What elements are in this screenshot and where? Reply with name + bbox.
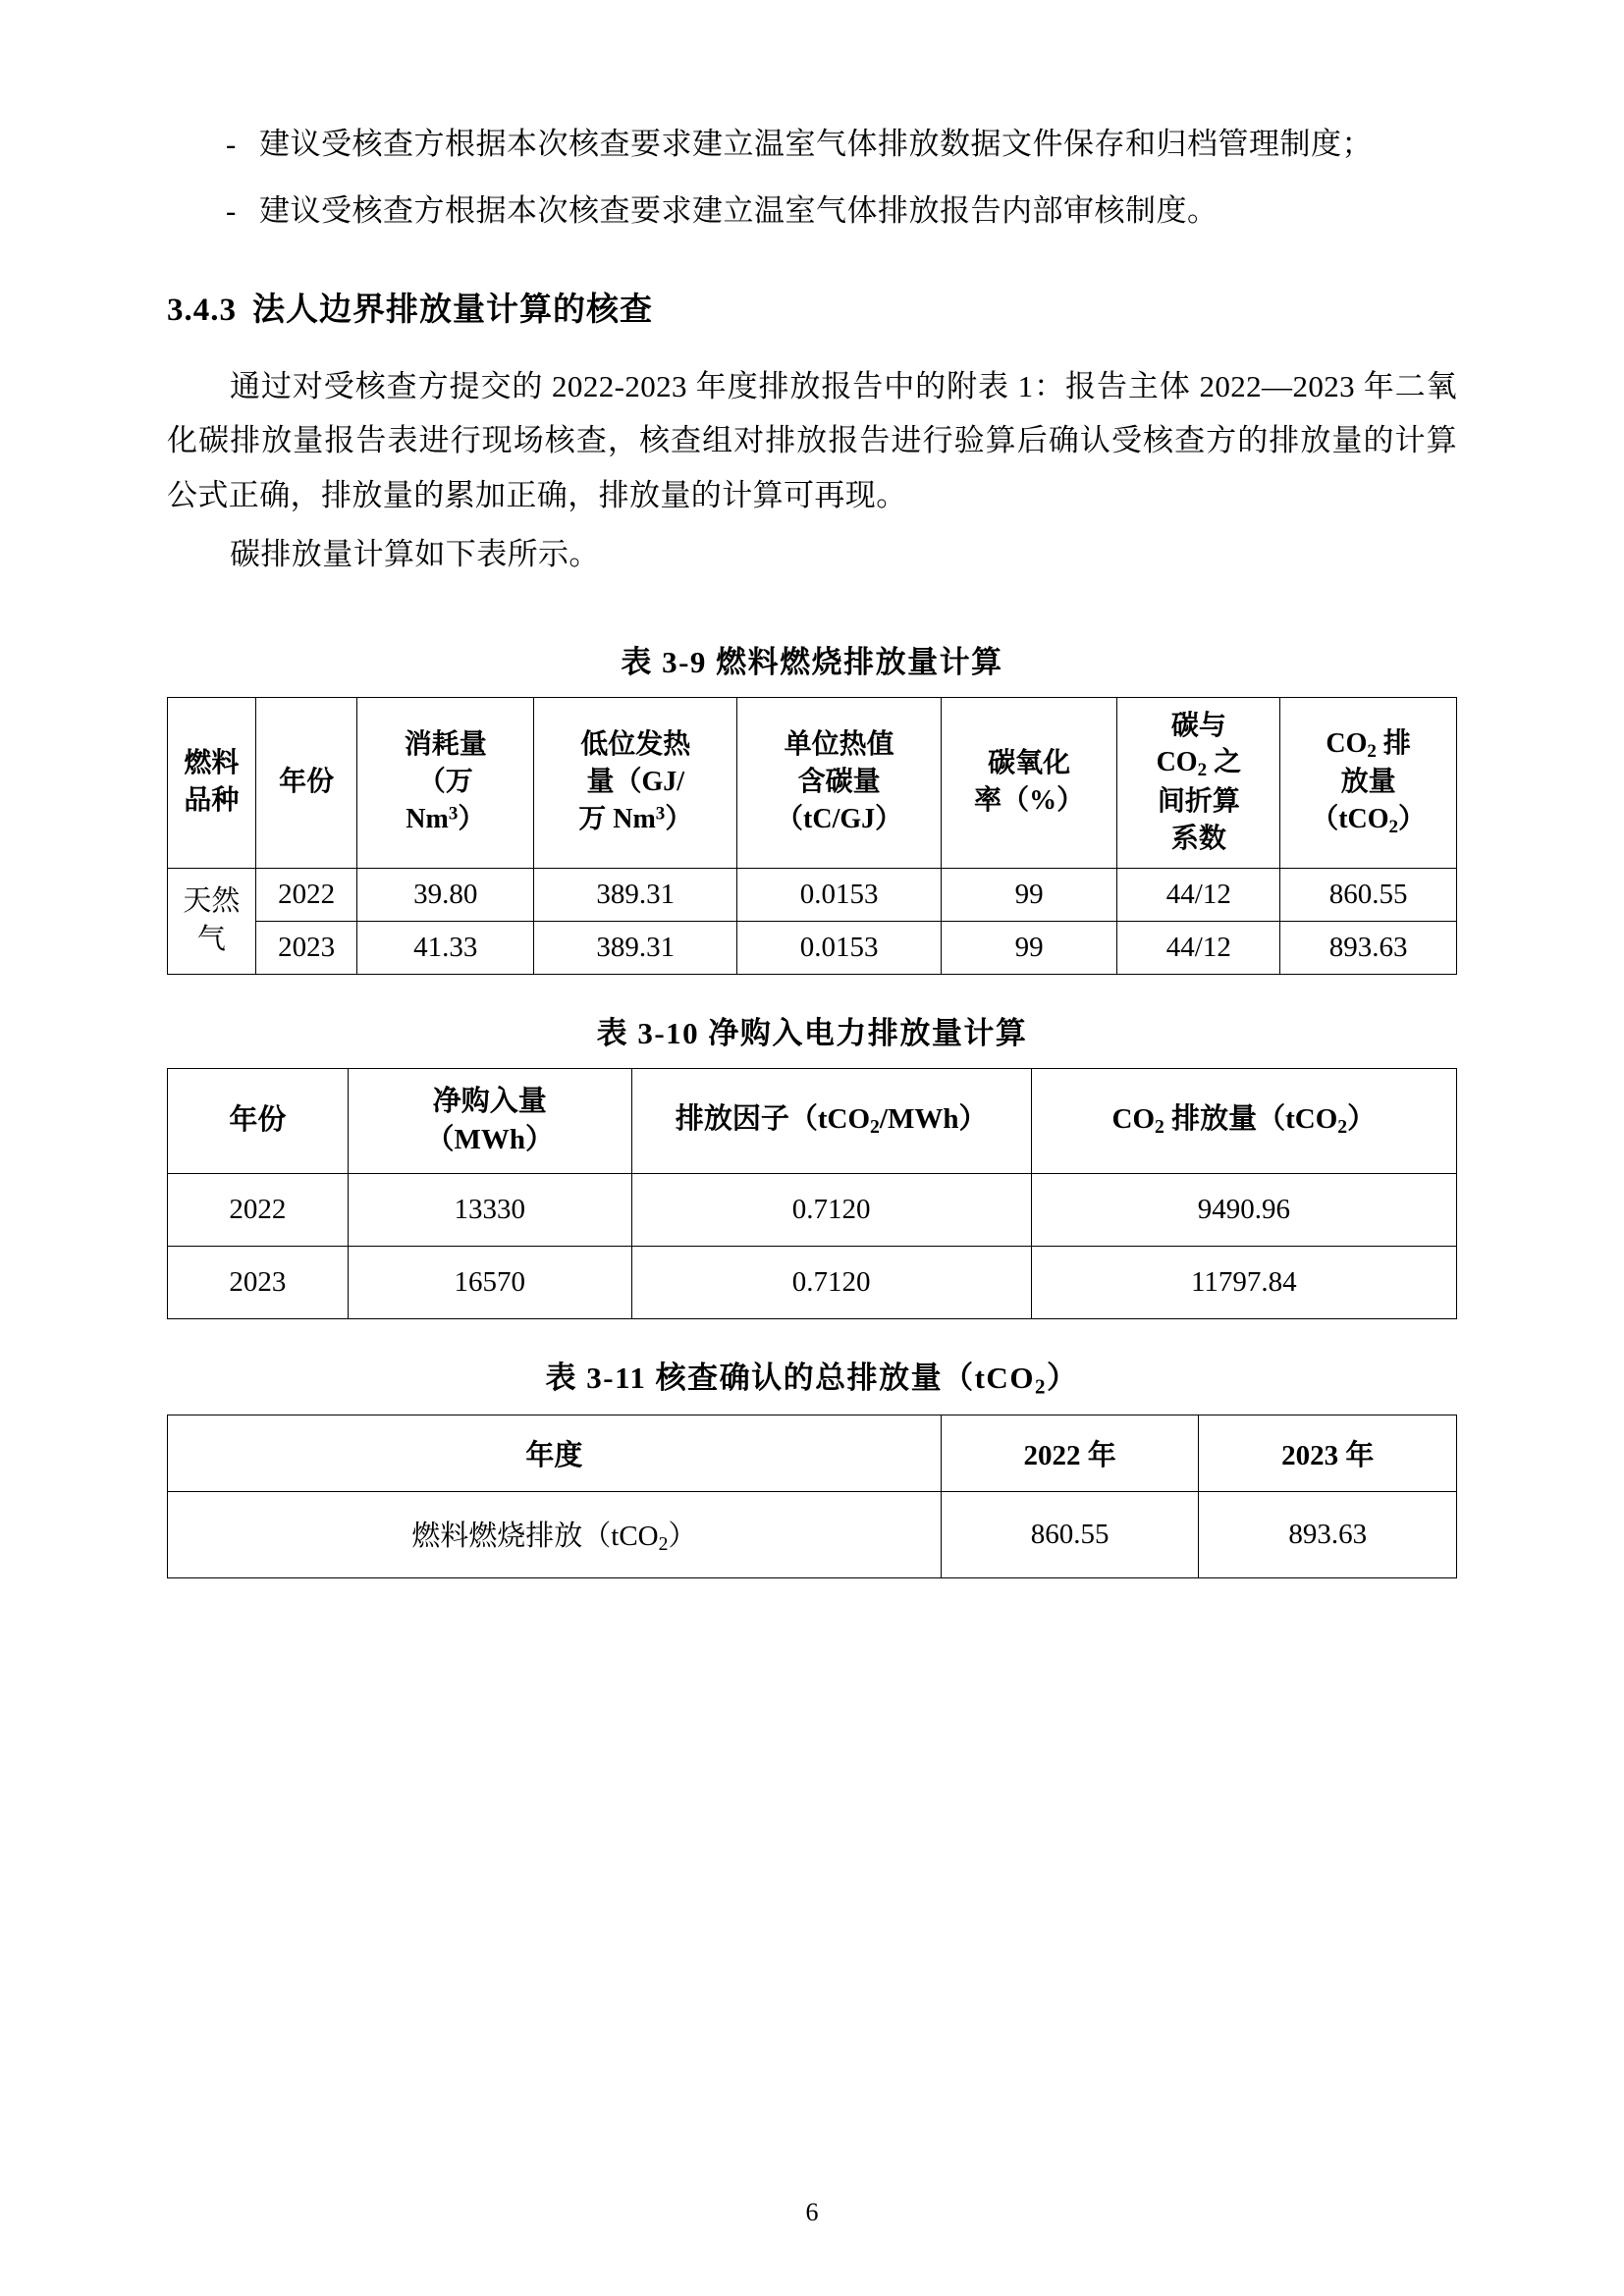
cell-emission-factor: 0.7120	[631, 1173, 1031, 1246]
cell-conversion: 44/12	[1117, 921, 1280, 974]
column-header-emission: $CO_2$ 排放量（tCO$_2$）	[1031, 1068, 1456, 1173]
cell-year: 2022	[255, 868, 357, 921]
table-header-row	[168, 1415, 1457, 1492]
recommendation-list	[167, 118, 1457, 239]
cell-emission: 893.63	[1280, 921, 1457, 974]
column-header-consumption: 消耗量 （万 Nm$^3$）	[357, 697, 534, 868]
column-header-emission: $CO_2$ 排 放量 （tCO$_2$）	[1280, 697, 1457, 868]
column-header-emission-factor: 排放因子（tCO$_2$/MWh）	[631, 1068, 1031, 1173]
list-item	[167, 185, 1457, 238]
table-3-10-caption: 表 3-10 净购入电力排放量计算	[596, 1015, 1028, 1050]
page-number: 6	[805, 2198, 819, 2226]
column-header-conversion: 碳与 $CO_2$ 之 间折算 系数	[1117, 697, 1280, 868]
table-row	[168, 921, 1457, 974]
table-3-10	[167, 1068, 1457, 1319]
column-header-carbon-content: 单位热值 含碳量 （tC/GJ）	[737, 697, 941, 868]
body-paragraph: 碳排放量计算如下表所示。	[230, 536, 600, 571]
column-header-lhv: 低位发热 量（GJ/ 万 Nm$^3$）	[534, 697, 737, 868]
list-item-text: 建议受核查方根据本次核查要求建立温室气体排放报告内部审核制度。	[259, 193, 1218, 229]
cell-emission-factor: 0.7120	[631, 1246, 1031, 1318]
cell-fuel-type: 天然 气	[168, 868, 256, 974]
cell-carbon-content: 0.0153	[737, 921, 941, 974]
column-header-2023: 2023 年	[1199, 1415, 1457, 1492]
table-3-11-caption: 表 3-11 核查确认的总排放量（tCO$_2$）	[545, 1360, 1079, 1399]
cell-conversion: 44/12	[1117, 868, 1280, 921]
list-item	[167, 118, 1457, 171]
cell-emission: 9490.96	[1031, 1173, 1456, 1246]
section-heading	[167, 284, 1457, 330]
body-paragraph: 通过对受核查方提交的 2022-2023 年度排放报告中的附表 1：报告主体 2022—2023 年二氧化碳排放量报告表进行现场核查，核查组对排放报告进行验算后确认受核查方的排放量的计算公式正确，排放量的累加正确，排放量的计算可再现。	[167, 368, 1457, 513]
table-row	[168, 868, 1457, 921]
column-header-item: 年度	[168, 1415, 942, 1492]
cell-emission: 11797.84	[1031, 1246, 1456, 1318]
cell-lhv: 389.31	[534, 921, 737, 974]
list-item-marker: -	[226, 127, 237, 161]
cell-year: 2023	[168, 1246, 349, 1318]
column-header-year: 年份	[255, 697, 357, 868]
cell-net-purchase: 13330	[348, 1173, 631, 1246]
column-header-2022: 2022 年	[941, 1415, 1199, 1492]
cell-net-purchase: 16570	[348, 1246, 631, 1318]
table-row	[168, 1246, 1457, 1318]
cell-2022: 860.55	[941, 1492, 1199, 1578]
column-header-net-purchase: 净购入量 （MWh）	[348, 1068, 631, 1173]
cell-consumption: 39.80	[357, 868, 534, 921]
table-header-row	[168, 1068, 1457, 1173]
cell-oxidation: 99	[941, 921, 1117, 974]
cell-2023: 893.63	[1199, 1492, 1457, 1578]
column-header-fuel: 燃料 品种	[168, 697, 256, 868]
cell-consumption: 41.33	[357, 921, 534, 974]
column-header-oxidation: 碳氧化 率（%）	[941, 697, 1117, 868]
list-item-marker: -	[226, 193, 237, 229]
cell-lhv: 389.31	[534, 868, 737, 921]
list-item-text: 建议受核查方根据本次核查要求建立温室气体排放数据文件保存和归档管理制度；	[259, 127, 1373, 161]
table-header-row	[168, 697, 1457, 868]
cell-emission: 860.55	[1280, 868, 1457, 921]
cell-item: 燃料燃烧排放（tCO$_2$）	[168, 1492, 942, 1578]
cell-year: 2022	[168, 1173, 349, 1246]
section-title: 法人边界排放量计算的核查	[252, 292, 653, 328]
section-number: 3.4.3	[167, 292, 237, 328]
table-3-9-caption: 表 3-9 燃料燃烧排放量计算	[621, 644, 1003, 679]
cell-carbon-content: 0.0153	[737, 868, 941, 921]
cell-year: 2023	[255, 921, 357, 974]
table-3-9	[167, 697, 1457, 975]
column-header-year: 年份	[168, 1068, 349, 1173]
table-row	[168, 1173, 1457, 1246]
table-row	[168, 1492, 1457, 1578]
table-3-11	[167, 1415, 1457, 1578]
cell-oxidation: 99	[941, 868, 1117, 921]
